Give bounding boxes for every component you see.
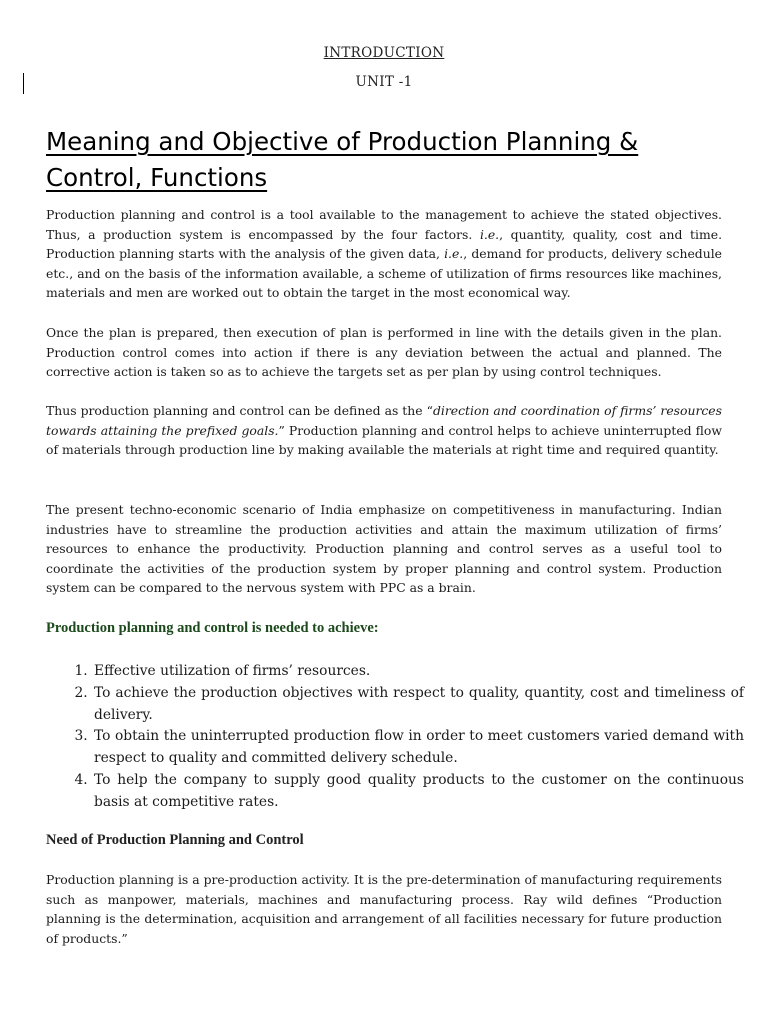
- objectives-heading: Production planning and control is needed to achieve:: [46, 620, 379, 636]
- page-title: Meaning and Objective of Production Planning & Control, Functions: [46, 127, 639, 192]
- text-cursor: [23, 73, 24, 94]
- paragraph-need: Production planning is a pre-production activity. It is the pre-determination of manufacturing requirements such as manpower, materials, machines and manufacturing process. Ray wild defines “Production planning is the determination, acquisition and arrangement of all facilities necessary for future production of products.”: [46, 872, 722, 946]
- paragraph-definition: Thus production planning and control can be defined as the “direction and coordination of firms’ resources towards attaining the prefixed goals.” Production planning and control helps to achieve uninterrupted flow of materials through production line by making available the materials at right time and required quantity.: [46, 403, 723, 457]
- unit-label: UNIT -1: [355, 74, 413, 90]
- objectives-list: [70, 661, 744, 814]
- list-item: 4. To help the company to supply good quality products to the customer on the continuous basis at competitive rates.: [92, 770, 744, 814]
- list-item: 3. To obtain the uninterrupted production flow in order to meet customers varied demand with respect to quality and committed delivery schedule.: [92, 726, 744, 770]
- intro-heading: INTRODUCTION: [323, 45, 445, 61]
- need-heading: Need of Production Planning and Control: [46, 832, 304, 848]
- list-item: 2. To achieve the production objectives with respect to quality, quantity, cost and timeliness of delivery.: [92, 683, 744, 727]
- paragraph-execution: Once the plan is prepared, then execution of plan is performed in line with the details given in the plan. Production control comes into action if there is any deviation between the actual and planned. The corrective action is taken so as to achieve the targets set as per plan by using control techniques.: [46, 325, 722, 379]
- paragraph-scenario: The present techno-economic scenario of India emphasize on competitiveness in manufacturing. Indian industries have to streamline the production activities and attain the maximum utilization of firms’ resources to enhance the productivity. Production planning and control serves as a useful tool to coordinate the activities of the production system by proper planning and control system. Production system can be compared to the nervous system with PPC as a brain.: [46, 502, 722, 595]
- list-item: 1. Effective utilization of firms’ resources.: [92, 661, 744, 683]
- paragraph-intro: Production planning and control is a tool available to the management to achieve the stated objectives. Thus, a production system is encompassed by the four factors. i.e., quantity, quality, cost and time. Production planning starts with the analysis of the given data, i.e., demand for products, delivery schedule etc., and on the basis of the information available, a scheme of utilization of firms resources like machines, materials and men are worked out to obtain the target in the most economical way.: [46, 207, 723, 300]
